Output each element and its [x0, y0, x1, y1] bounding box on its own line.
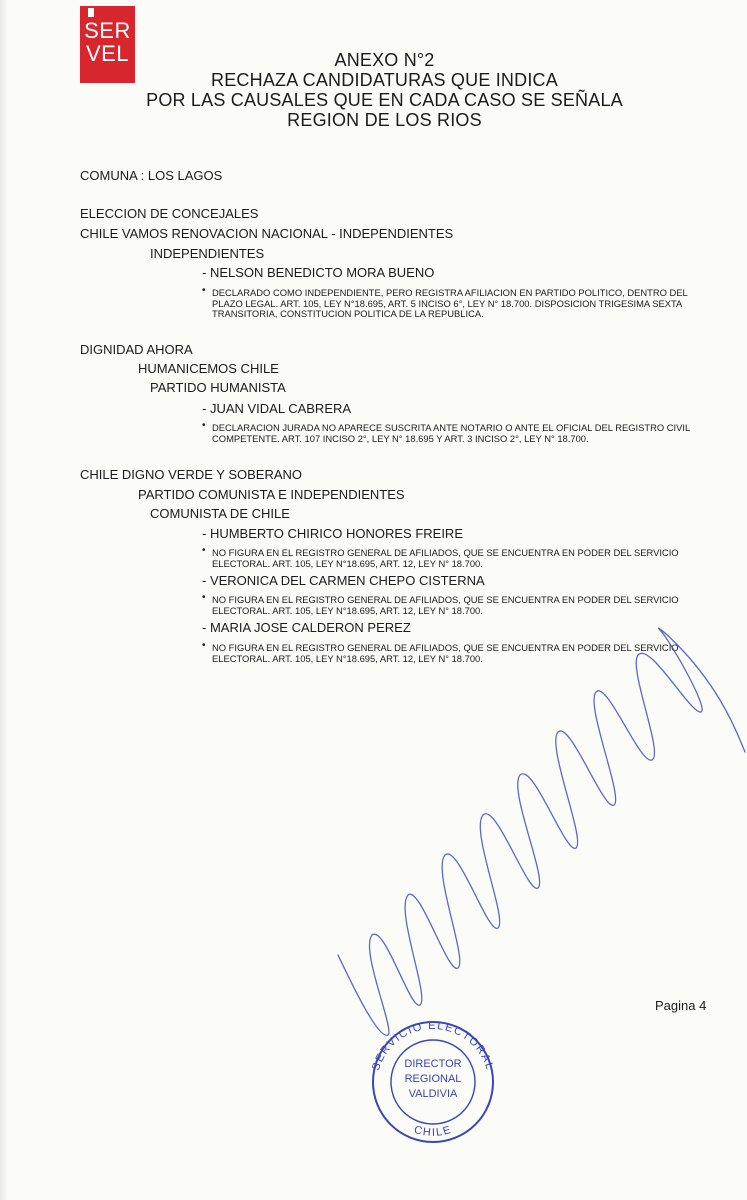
page-number: Pagina 4: [655, 998, 707, 1013]
rejection-reason: DECLARACION JURADA NO APARECE SUSCRITA ANTE NOTARIO O ANTE EL OFICIAL DEL REGISTRO CIVIL COMPETENTE. ART. 107 INCISO 2°, LEY N° 18.695 Y ART. 3 INCISO 2°, LEY N° 18.700.: [212, 422, 690, 444]
comuna-label: COMUNA : LOS LAGOS: [80, 168, 223, 183]
rejection-reason: DECLARADO COMO INDEPENDIENTE, PERO REGISTRA AFILIACION EN PARTIDO POLITICO, DENTRO DEL PLAZO LEGAL. ART. 105, LEY N°18.695, ART. 5 INCISO 6°, LEY N° 18.700. DISPOSICION TRIGESIMA SEXTA TRANSITORIA, CONSTITUCION POLITICA DE LA REPUBLICA.: [212, 287, 688, 320]
header-line-3: POR LAS CAUSALES QUE EN CADA CASO SE SEÑALA: [146, 90, 623, 110]
election-title: ELECCION DE CONCEJALES: [80, 206, 259, 221]
stamp-line-1: DIRECTOR: [404, 1058, 462, 1070]
pacto-name: CHILE VAMOS RENOVACION NACIONAL - INDEPENDIENTES: [80, 226, 454, 241]
stamp-line-3: VALDIVIA: [408, 1088, 458, 1100]
candidate-name: - MARIA JOSE CALDERON PEREZ: [202, 620, 411, 635]
reason-bullet: •: [202, 420, 206, 431]
candidate-name: - VERONICA DEL CARMEN CHEPO CISTERNA: [202, 573, 485, 588]
reason-bullet: •: [202, 640, 206, 651]
logo-line1: SER: [84, 18, 131, 43]
pacto-name: DIGNIDAD AHORA: [80, 342, 193, 357]
candidate-name: - JUAN VIDAL CABRERA: [202, 401, 352, 416]
subpacto-name: HUMANICEMOS CHILE: [138, 361, 279, 376]
party-name: COMUNISTA DE CHILE: [150, 506, 290, 521]
stamp-ring-bottom-text: CHILE: [412, 1123, 454, 1140]
logo-line2: VEL: [85, 41, 130, 66]
candidate-name: - HUMBERTO CHIRICO HONORES FREIRE: [202, 526, 463, 541]
rejection-reason: NO FIGURA EN EL REGISTRO GENERAL DE AFILIADOS, QUE SE ENCUENTRA EN PODER DEL SERVICIO ELECTORAL. ART. 105, LEY N°18.695, ART. 12, LEY N° 18.700.: [212, 547, 679, 569]
party-name: INDEPENDIENTES: [150, 246, 265, 261]
stamp-ring-top-text: SERVICIO ELECTORAL: [370, 1019, 496, 1073]
stamp-line-2: REGIONAL: [404, 1073, 462, 1085]
subpacto-name: PARTIDO COMUNISTA E INDEPENDIENTES: [138, 487, 405, 502]
rejection-reason: NO FIGURA EN EL REGISTRO GENERAL DE AFILIADOS, QUE SE ENCUENTRA EN PODER DEL SERVICIO ELECTORAL. ART. 105, LEY N°18.695, ART. 12, LEY N° 18.700.: [212, 642, 679, 664]
reason-bullet: •: [202, 545, 206, 556]
header-line-2: RECHAZA CANDIDATURAS QUE INDICA: [211, 70, 558, 90]
header-region: REGION DE LOS RIOS: [287, 110, 482, 130]
candidate-name: - NELSON BENEDICTO MORA BUENO: [202, 265, 435, 280]
header-annex-title: ANEXO N°2: [334, 50, 435, 70]
party-name: PARTIDO HUMANISTA: [150, 380, 286, 395]
reason-bullet: •: [202, 592, 206, 603]
reason-bullet: •: [202, 285, 206, 296]
pacto-name: CHILE DIGNO VERDE Y SOBERANO: [80, 467, 303, 482]
rejection-reason: NO FIGURA EN EL REGISTRO GENERAL DE AFILIADOS, QUE SE ENCUENTRA EN PODER DEL SERVICIO ELECTORAL. ART. 105, LEY N°18.695, ART. 12, LEY N° 18.700.: [212, 594, 679, 616]
